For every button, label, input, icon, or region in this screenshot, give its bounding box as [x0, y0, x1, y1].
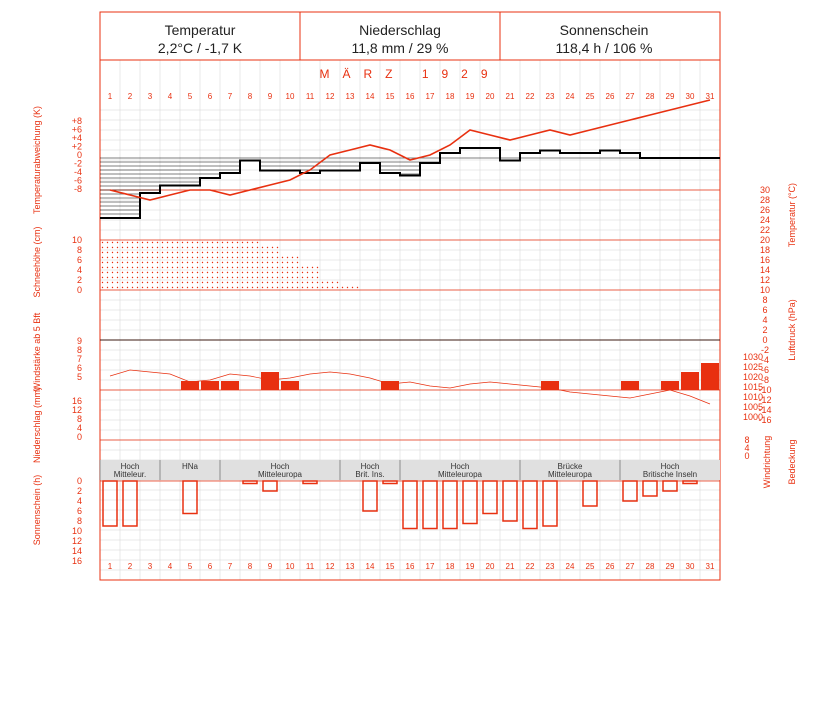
sunshine-bar	[503, 481, 517, 521]
anomaly-tick: +8	[71, 116, 82, 126]
anomaly-tick: -6	[73, 175, 82, 186]
wind-bar	[381, 381, 399, 390]
sun-tick: 14	[71, 546, 82, 556]
sun-tick: 6	[76, 506, 82, 516]
precipitation-title: Niederschlag	[359, 22, 441, 38]
wind-tick: 7	[76, 354, 82, 364]
precip-tick: 8	[76, 414, 82, 424]
day-label-bottom: 10	[285, 562, 295, 571]
day-label-bottom: 24	[565, 562, 575, 571]
day-label-bottom: 19	[465, 562, 475, 571]
day-label-bottom: 7	[227, 562, 233, 571]
temp-tick: 30	[759, 185, 771, 195]
weather-type-line: Britische Inseln	[642, 470, 698, 479]
month-label: MÄRZ 1929	[319, 67, 501, 81]
day-label-top: 26	[605, 92, 615, 101]
sunshine-bar	[183, 481, 197, 514]
day-label-bottom: 15	[385, 562, 395, 571]
pressure-tick: 1030	[742, 352, 764, 362]
day-label-top: 14	[365, 92, 375, 101]
sunshine-bar	[263, 481, 277, 491]
temp-tick: -14	[758, 405, 772, 415]
day-label-bottom: 25	[585, 562, 595, 571]
axis-title-cover: Bedeckung	[787, 439, 797, 485]
wind-bar	[661, 381, 679, 390]
weather-type-line: Hoch	[270, 462, 290, 471]
day-label-top: 30	[685, 92, 695, 101]
grid	[100, 60, 720, 580]
wind-tick: 9	[76, 336, 82, 346]
sun-tick: 16	[71, 556, 82, 566]
wind-bar	[681, 372, 699, 390]
temperature-value: 2,2°C / -1,7 K	[157, 40, 243, 56]
sunshine-bar	[483, 481, 497, 514]
wind-bar	[541, 381, 559, 390]
temp-tick: 4	[762, 315, 768, 325]
wind-bar	[281, 381, 299, 390]
sunshine-bar	[583, 481, 597, 506]
cover-tick: 0	[744, 451, 750, 461]
day-label-bottom: 16	[405, 562, 415, 571]
day-label-top: 7	[227, 92, 233, 101]
wind-bar	[701, 363, 719, 390]
sunshine-bar	[423, 481, 437, 529]
sunshine-bar	[663, 481, 677, 491]
snow-tick: 4	[76, 265, 82, 275]
day-label-bottom: 5	[187, 562, 193, 571]
anomaly-line	[100, 148, 720, 218]
weather-type-line: HNa	[181, 462, 199, 471]
day-label-bottom: 4	[167, 562, 173, 571]
day-label-bottom: 13	[345, 562, 355, 571]
day-label-top: 27	[625, 92, 635, 101]
day-label-top: 8	[247, 92, 253, 101]
temp-tick: 0	[762, 335, 768, 345]
weather-type-line: Mitteleur.	[113, 470, 147, 479]
day-label-bottom: 17	[425, 562, 435, 571]
day-label-top: 24	[565, 92, 575, 101]
day-label-bottom: 2	[127, 562, 133, 571]
weather-type-line: Mitteleuropa	[437, 470, 483, 479]
temp-tick: -10	[758, 385, 772, 395]
day-label-bottom: 18	[445, 562, 455, 571]
anomaly-tick: -2	[73, 158, 82, 169]
day-label-bottom: 6	[207, 562, 213, 571]
pressure-tick: 1000	[742, 412, 764, 422]
temp-tick: 20	[759, 235, 771, 245]
anomaly-tick: +4	[71, 133, 82, 143]
temp-tick: 2	[762, 325, 768, 335]
pressure-tick: 1005	[742, 402, 764, 412]
wind-bar	[621, 381, 639, 390]
wind-tick: 6	[76, 363, 82, 373]
day-label-bottom: 8	[247, 562, 253, 571]
weather-type-line: Mitteleuropa	[547, 470, 593, 479]
day-label-bottom: 22	[525, 562, 535, 571]
snow-tick: 10	[71, 235, 82, 245]
pressure-tick: 1010	[742, 392, 764, 402]
sunshine-bar	[123, 481, 137, 526]
sun-tick: 8	[76, 516, 82, 526]
day-label-top: 29	[665, 92, 675, 101]
sunshine-title: Sonnenschein	[559, 22, 649, 38]
day-label-bottom: 1	[107, 562, 113, 571]
temp-tick: 24	[759, 215, 771, 225]
day-label-top: 10	[285, 92, 295, 101]
day-label-top: 25	[585, 92, 595, 101]
axis-title-wind-dir: Windrichtung	[762, 435, 772, 489]
day-label-bottom: 20	[485, 562, 495, 571]
temp-tick: 14	[759, 265, 771, 275]
wind-bar	[261, 372, 279, 390]
temp-tick: -16	[758, 415, 772, 425]
wind-tick: 5	[76, 372, 82, 382]
temp-tick: 16	[759, 255, 771, 265]
temp-tick: 12	[759, 275, 771, 285]
day-label-top: 19	[465, 92, 475, 101]
wind-tick: 8	[76, 345, 82, 355]
day-label-top: 2	[127, 92, 133, 101]
day-label-top: 22	[525, 92, 535, 101]
temp-tick: 8	[762, 295, 768, 305]
axis-title-anomaly: Temperaturabweichung (K)	[32, 105, 42, 215]
day-label-bottom: 30	[685, 562, 695, 571]
sunshine-bar	[103, 481, 117, 526]
wind-bar	[181, 381, 199, 390]
day-label-top: 15	[385, 92, 395, 101]
day-label-top: 20	[485, 92, 495, 101]
sunshine-bar	[623, 481, 637, 501]
day-label-top: 12	[325, 92, 335, 101]
day-label-top: 18	[445, 92, 455, 101]
day-label-top: 31	[705, 92, 715, 101]
day-label-top: 4	[167, 92, 173, 101]
precip-tick: 0	[76, 432, 82, 442]
anomaly-tick: -4	[73, 167, 82, 177]
day-label-top: 6	[207, 92, 213, 101]
temperature-title: Temperatur	[164, 22, 236, 38]
pressure-tick: 1015	[742, 382, 764, 392]
precip-tick: 4	[76, 423, 82, 433]
temp-tick: -8	[760, 375, 770, 385]
sunshine-bar	[443, 481, 457, 529]
day-label-bottom: 3	[147, 562, 153, 571]
sunshine-bar	[463, 481, 477, 524]
day-label-top: 1	[107, 92, 113, 101]
day-label-top: 16	[405, 92, 415, 101]
sun-tick: 12	[71, 536, 82, 546]
temp-tick: -12	[758, 395, 772, 405]
day-label-top: 3	[147, 92, 153, 101]
day-label-bottom: 23	[545, 562, 555, 571]
temp-tick: -2	[760, 345, 770, 355]
sunshine-bar	[403, 481, 417, 529]
day-label-bottom: 11	[305, 562, 315, 571]
wind-bar	[201, 381, 219, 390]
sunshine-bar	[543, 481, 557, 526]
temp-tick: 28	[759, 195, 771, 205]
day-label-bottom: 29	[665, 562, 675, 571]
sunshine-value: 118,4 h / 106 %	[555, 40, 653, 56]
axis-title-sun: Sonnenschein (h)	[32, 474, 42, 546]
cover-tick: 4	[744, 443, 750, 453]
axis-title-snow: Schneehöhe (cm)	[32, 226, 42, 298]
day-label-top: 23	[545, 92, 555, 101]
day-label-bottom: 14	[365, 562, 375, 571]
day-label-top: 28	[645, 92, 655, 101]
axis-title-wind: Windstärke ab 5 Bft	[32, 312, 42, 392]
axis-title-temp: Temperatur (°C)	[787, 182, 797, 248]
snow-tick: 8	[76, 245, 82, 255]
weather-type-line: Hoch	[360, 462, 380, 471]
anomaly-tick: 0	[76, 150, 82, 160]
day-label-top: 9	[267, 92, 273, 101]
day-label-top: 5	[187, 92, 193, 101]
day-label-bottom: 9	[267, 562, 273, 571]
day-label-bottom: 26	[605, 562, 615, 571]
day-label-bottom: 31	[705, 562, 715, 571]
weather-type-line: Brücke	[557, 462, 583, 471]
wind-bar	[221, 381, 239, 390]
temp-tick: 22	[759, 225, 771, 235]
day-label-top: 13	[345, 92, 355, 101]
temp-tick: -6	[760, 365, 770, 375]
sun-tick: 2	[76, 486, 82, 496]
weather-type-line: Hoch	[450, 462, 470, 471]
precip-tick: 16	[71, 396, 82, 406]
snow-tick: 6	[76, 255, 82, 265]
temp-tick: 18	[759, 245, 771, 255]
weather-type-line: Brit. Ins.	[355, 470, 385, 479]
day-label-bottom: 28	[645, 562, 655, 571]
day-label-bottom: 12	[325, 562, 335, 571]
precipitation-value: 11,8 mm / 29 %	[351, 40, 449, 56]
snow-tick: 0	[76, 285, 82, 295]
day-label-bottom: 21	[505, 562, 515, 571]
cover-tick: 8	[744, 435, 750, 445]
weather-type-line: Mitteleuropa	[257, 470, 303, 479]
temp-tick: 26	[759, 205, 771, 215]
day-label-bottom: 27	[625, 562, 635, 571]
day-label-top: 11	[305, 92, 315, 101]
snow-tick: 2	[76, 275, 82, 285]
anomaly-tick: -8	[73, 184, 82, 194]
anomaly-tick: +6	[71, 124, 82, 135]
temp-tick: 10	[759, 285, 771, 295]
weather-type-line: Hoch	[660, 462, 680, 471]
pressure-tick: 1025	[742, 362, 764, 372]
precip-tick: 12	[71, 405, 82, 415]
sun-tick: 4	[76, 496, 82, 506]
day-label-top: 17	[425, 92, 435, 101]
temp-tick: 6	[762, 305, 768, 315]
sun-tick: 10	[71, 526, 82, 536]
axis-title-precip: Niederschlag (mm)	[32, 386, 42, 464]
temp-tick: -4	[760, 355, 770, 365]
sun-tick: 0	[76, 476, 82, 486]
pressure-tick: 1020	[742, 372, 764, 382]
snow-depth-area	[100, 240, 720, 290]
weather-type-label	[182, 462, 199, 471]
sunshine-bar	[643, 481, 657, 496]
anomaly-tick: +2	[71, 141, 82, 152]
day-label-top: 21	[505, 92, 515, 101]
weather-type-line: Hoch	[120, 462, 140, 471]
sunshine-bar	[523, 481, 537, 529]
axis-title-pressure: Luftdruck (hPa)	[787, 299, 797, 361]
sunshine-bar	[363, 481, 377, 511]
